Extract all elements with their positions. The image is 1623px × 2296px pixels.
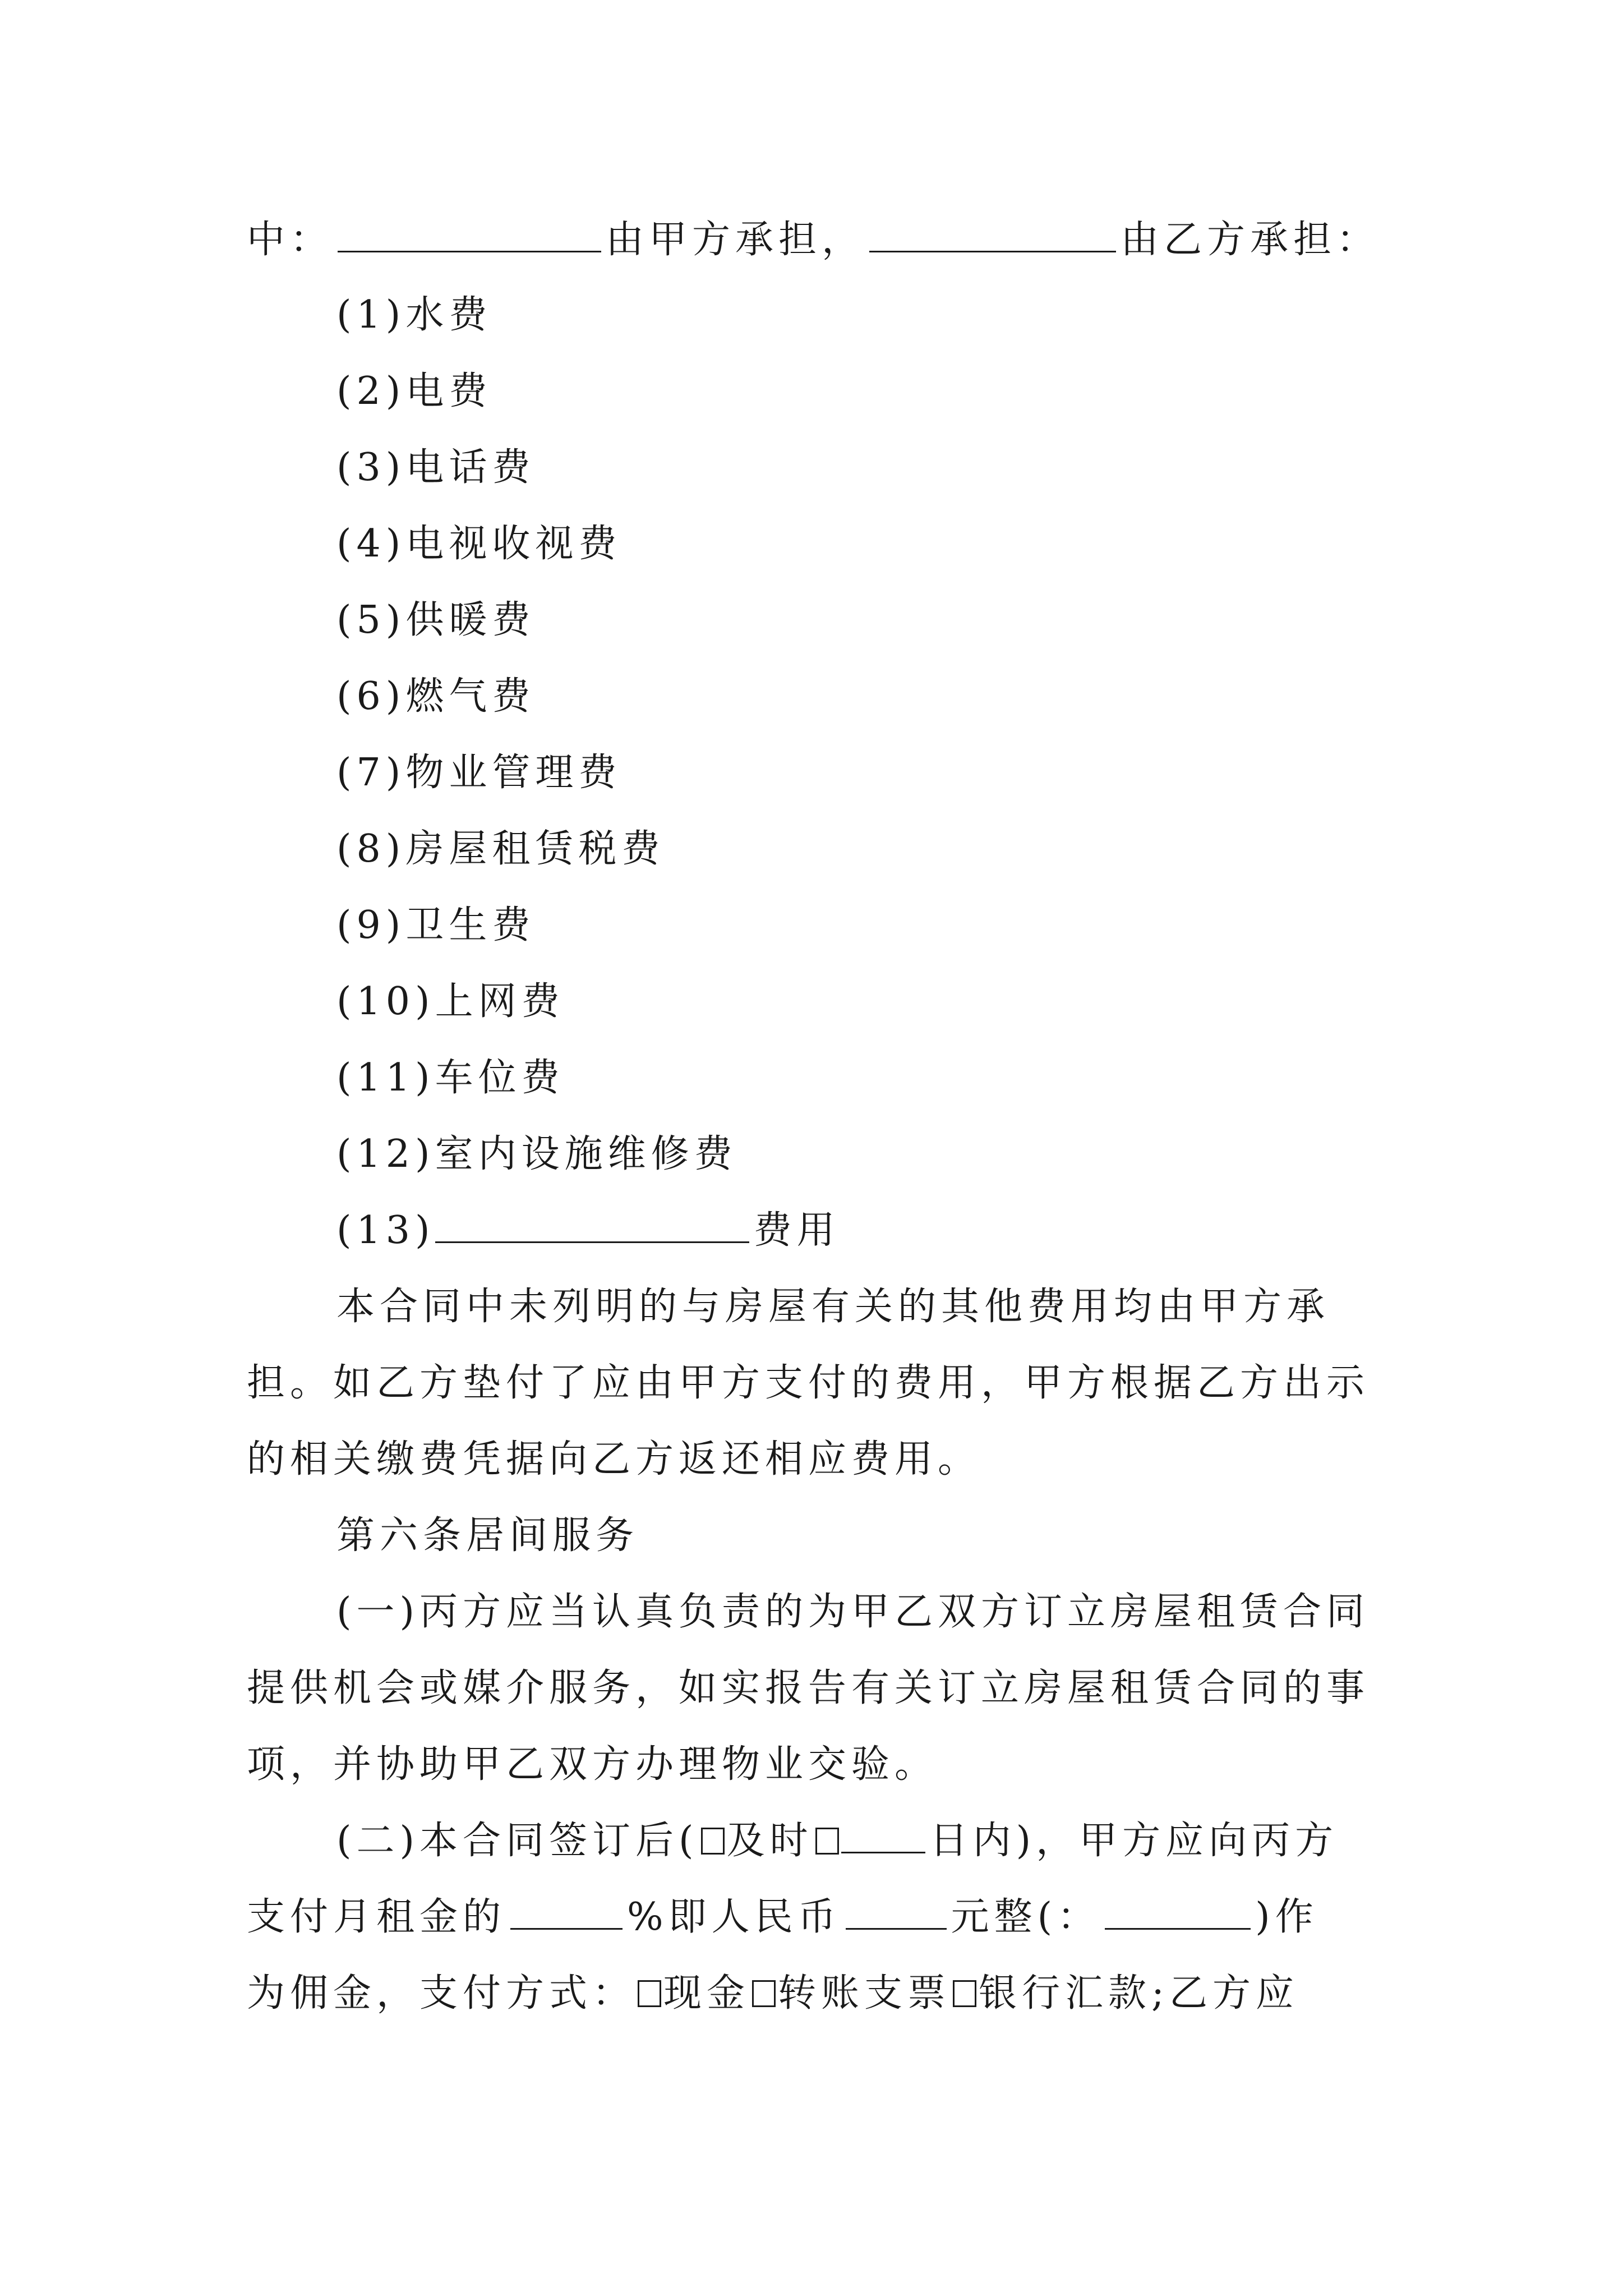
checkbox-icon	[701, 1828, 725, 1855]
text-segment: 由乙方承担：	[1121, 218, 1380, 262]
text-segment: 为佣金，支付方式：	[247, 1971, 636, 2016]
fee-item: (9)卫生费	[336, 903, 536, 947]
text-segment: 转账支票	[778, 1971, 951, 2016]
fee-item: (11)车位费	[336, 1056, 565, 1100]
paragraph-line: 本合同中未列明的与房屋有关的其他费用均由甲方承	[336, 1285, 1330, 1329]
paragraph-line: 的相关缴费凭据向乙方返还相应费用。	[247, 1437, 981, 1481]
fee-item: (3)电话费	[336, 445, 536, 490]
blank-field	[869, 218, 1116, 252]
text-segment: )作	[1255, 1895, 1318, 1939]
blank-field	[510, 1895, 623, 1930]
paragraph-line: 项，并协助甲乙双方办理物业交验。	[247, 1742, 938, 1787]
fee-item: (7)物业管理费	[336, 751, 622, 795]
blank-field	[846, 1895, 947, 1930]
fee-item: (4)电视收视费	[336, 522, 622, 566]
fee-item: (2)电费	[336, 369, 492, 413]
blank-field	[1105, 1895, 1251, 1930]
text-segment: (二)本合同签订后(	[336, 1819, 699, 1863]
fee-item: (1)水费	[336, 293, 492, 337]
blank-field	[841, 1819, 925, 1853]
fee-item-13	[336, 1193, 840, 1269]
article-heading: 第六条居间服务	[336, 1513, 639, 1558]
checkbox-icon	[815, 1828, 839, 1855]
fee-item: (10)上网费	[336, 979, 565, 1024]
fee-item: (8)房屋租赁税费	[336, 827, 665, 871]
fee-item: (5)供暖费	[336, 598, 536, 642]
checkbox-icon	[638, 1980, 661, 2007]
paragraph-line	[247, 1955, 1299, 2032]
text-line-1	[247, 202, 1380, 278]
checkbox-icon	[953, 1980, 976, 2007]
fee-item: (6)燃气费	[336, 674, 536, 719]
text-segment: 及时	[726, 1819, 813, 1863]
text-segment: 费用	[753, 1208, 840, 1253]
fee-item: (12)室内设施维修费	[336, 1132, 737, 1176]
text-segment: 中：	[247, 218, 334, 262]
checkbox-icon	[752, 1980, 776, 2007]
text-segment: %即人民币	[627, 1895, 841, 1939]
text-segment: (13)	[336, 1208, 435, 1253]
blank-field	[435, 1209, 749, 1243]
text-segment: 日内)，甲方应向丙方	[929, 1819, 1339, 1863]
paragraph-line: (一)丙方应当认真负责的为甲乙双方订立房屋租赁合同	[336, 1590, 1370, 1634]
paragraph-line	[336, 1803, 1338, 1879]
text-segment: 银行汇款;乙方应	[979, 1971, 1299, 2016]
text-segment: 支付月租金的	[247, 1895, 506, 1939]
text-segment: 现金	[663, 1971, 750, 2016]
text-segment: 元整(：	[951, 1895, 1101, 1939]
blank-field	[338, 218, 601, 252]
text-segment: 由甲方承担，	[606, 218, 865, 262]
paragraph-line: 担。如乙方垫付了应由甲方支付的费用，甲方根据乙方出示	[247, 1361, 1370, 1405]
paragraph-line: 提供机会或媒介服务，如实报告有关订立房屋租赁合同的事	[247, 1666, 1370, 1710]
paragraph-line	[247, 1879, 1318, 1955]
